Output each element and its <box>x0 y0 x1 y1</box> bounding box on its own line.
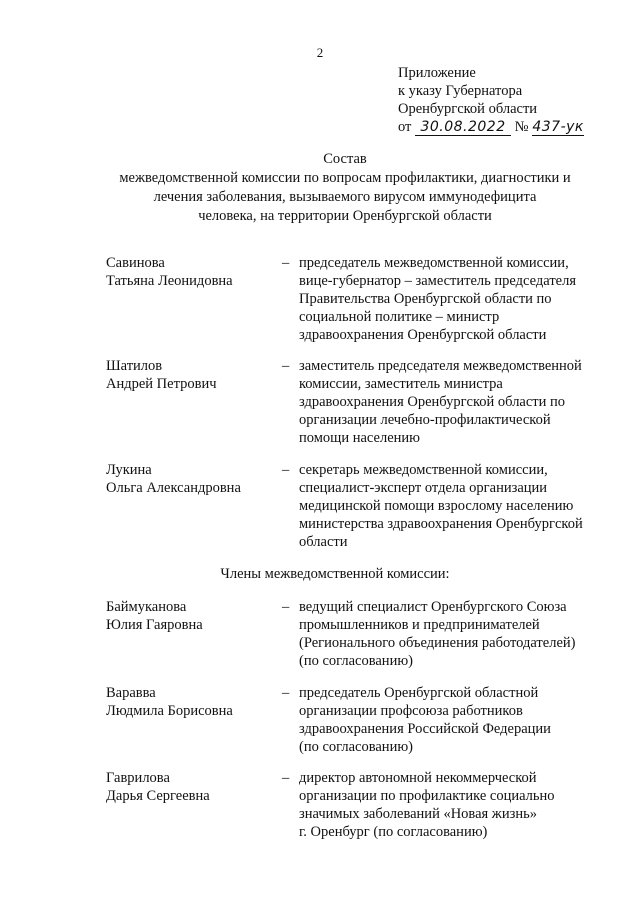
appendix-line: к указу Губернатора <box>398 83 523 99</box>
role-line: медицинской помощи взрослому населению <box>299 498 574 514</box>
role-line: специалист-эксперт отдела организации <box>299 480 548 496</box>
dash-separator: – <box>282 685 290 701</box>
role-line: (по согласованию) <box>299 739 413 755</box>
appendix-header <box>398 64 628 136</box>
page-number: 2 <box>316 45 324 60</box>
dash-separator: – <box>282 255 290 271</box>
appendix-date-line <box>398 118 628 136</box>
appendix-line: Приложение <box>398 65 476 81</box>
member-surname: Варавва <box>106 685 156 701</box>
member-name <box>106 357 276 393</box>
title-line: лечения заболевания, вызываемого вирусом иммунодефицита <box>153 189 537 205</box>
role-line: председатель Оренбургской областной <box>299 685 539 701</box>
role-line: (по согласованию) <box>299 653 413 669</box>
title-line: человека, на территории Оренбургской области <box>198 208 492 224</box>
title-line: Состав <box>323 151 367 167</box>
role-line: г. Оренбург (по согласованию) <box>299 824 488 840</box>
member-given-name: Юлия Гаяровна <box>106 617 203 633</box>
role-line: здравоохранения Оренбургской области <box>299 327 547 343</box>
role-line: министерства здравоохранения Оренбургской <box>299 516 583 532</box>
member-name <box>106 254 276 290</box>
member-role <box>299 684 599 756</box>
dash-separator: – <box>282 462 290 478</box>
member-given-name: Татьяна Леонидовна <box>106 273 233 289</box>
document-title <box>60 150 630 226</box>
member-surname: Гаврилова <box>106 770 170 786</box>
member-name <box>106 684 276 720</box>
role-line: ведущий специалист Оренбургского Союза <box>299 599 567 615</box>
member-surname: Шатилов <box>106 358 163 374</box>
handwritten-date: 30.08.2022 <box>415 119 511 136</box>
role-line: председатель межведомственной комиссии, <box>299 255 569 271</box>
member-name <box>106 598 276 634</box>
role-line: (Регионального объединения работодателей) <box>299 635 576 651</box>
handwritten-number: 437-ук <box>532 119 584 135</box>
appendix-line: Оренбургской области <box>398 101 538 117</box>
role-line: организации по профилактике социально <box>299 788 555 804</box>
role-line: директор автономной некоммерческой <box>299 770 537 786</box>
role-line: значимых заболеваний «Новая жизнь» <box>299 806 537 822</box>
members-heading: Члены межведомственной комиссии: <box>220 566 450 582</box>
role-line: секретарь межведомственной комиссии, <box>299 462 548 478</box>
role-line: здравоохранения Оренбургской области по <box>299 394 566 410</box>
member-given-name: Дарья Сергеевна <box>106 788 210 804</box>
role-line: социальной политике – министр <box>299 309 500 325</box>
member-given-name: Ольга Александровна <box>106 480 241 496</box>
member-role <box>299 254 599 344</box>
member-role <box>299 769 599 841</box>
role-line: организации профсоюза работников <box>299 703 523 719</box>
member-role <box>299 461 599 551</box>
role-line: заместитель председателя межведомственной <box>299 358 582 374</box>
member-surname: Баймуканова <box>106 599 187 615</box>
role-line: промышленников и предпринимателей <box>299 617 540 633</box>
dash-separator: – <box>282 358 290 374</box>
member-role <box>299 598 599 670</box>
role-line: здравоохранения Российской Федерации <box>299 721 551 737</box>
role-line: комиссии, заместитель министра <box>299 376 503 392</box>
number-prefix: № <box>514 119 529 135</box>
role-line: вице-губернатор – заместитель председателя <box>299 273 576 289</box>
role-line: области <box>299 534 348 550</box>
member-role <box>299 357 599 447</box>
date-prefix: от <box>398 119 412 135</box>
dash-separator: – <box>282 770 290 786</box>
role-line: Правительства Оренбургской области по <box>299 291 552 307</box>
role-line: организации лечебно-профилактической <box>299 412 551 428</box>
member-surname: Савинова <box>106 255 165 271</box>
member-given-name: Людмила Борисовна <box>106 703 233 719</box>
member-given-name: Андрей Петрович <box>106 376 217 392</box>
member-name <box>106 461 276 497</box>
dash-separator: – <box>282 599 290 615</box>
role-line: помощи населению <box>299 430 420 446</box>
member-surname: Лукина <box>106 462 152 478</box>
member-name <box>106 769 276 805</box>
title-line: межведомственной комиссии по вопросам профилактики, диагностики и <box>119 170 571 186</box>
